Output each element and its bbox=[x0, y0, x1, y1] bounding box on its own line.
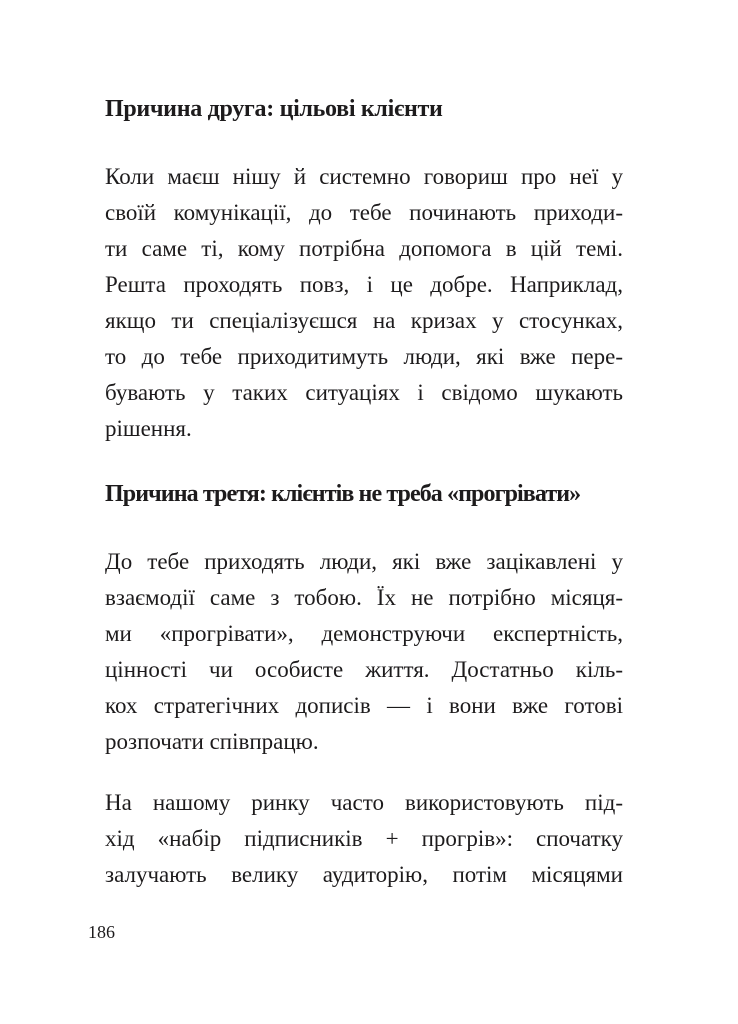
text-line: хід «набір підписників + прогрів»: спочатку bbox=[105, 826, 623, 851]
text-line: До тебе приходять люди, які вже зацікавлені у bbox=[105, 549, 623, 574]
section-heading-reason-two: Причина друга: цільові клієнти bbox=[105, 96, 443, 122]
text-line: залучають велику аудиторію, потім місяцями bbox=[105, 862, 623, 887]
text-line: цінності чи особисте життя. Достатньо кіль- bbox=[105, 657, 623, 682]
text-line: своїй комунікації, до тебе починають приходи- bbox=[105, 200, 623, 225]
text-line: Коли маєш нішу й системно говориш про неї у bbox=[105, 164, 623, 189]
paragraph-market-approach bbox=[105, 785, 623, 893]
text-line: кох стратегічних дописів — і вони вже готові bbox=[105, 693, 623, 718]
text-line: ми «прогрівати», демонструючи експертність, bbox=[105, 621, 623, 646]
paragraph-target-clients bbox=[105, 159, 623, 447]
text-line: розпочати співпрацю. bbox=[105, 729, 319, 754]
section-heading-reason-three: Причина третя: клієнтів не треба «прогрівати» bbox=[105, 481, 581, 507]
text-line: ти саме ті, кому потрібна допомога в цій темі. bbox=[105, 236, 623, 261]
text-line: рішення. bbox=[105, 416, 192, 441]
paragraph-no-warmup bbox=[105, 544, 623, 760]
text-line: Решта проходять повз, і це добре. Наприклад, bbox=[105, 272, 623, 297]
text-line: бувають у таких ситуаціях і свідомо шукають bbox=[105, 380, 623, 405]
text-line: На нашому ринку часто використовують під- bbox=[105, 790, 623, 815]
text-line: то до тебе приходитимуть люди, які вже пере- bbox=[105, 344, 623, 369]
text-line: якщо ти спеціалізуєшся на кризах у стосунках, bbox=[105, 308, 623, 333]
page-number: 186 bbox=[88, 922, 115, 942]
text-line: взаємодії саме з тобою. Їх не потрібно місяця- bbox=[105, 585, 623, 610]
